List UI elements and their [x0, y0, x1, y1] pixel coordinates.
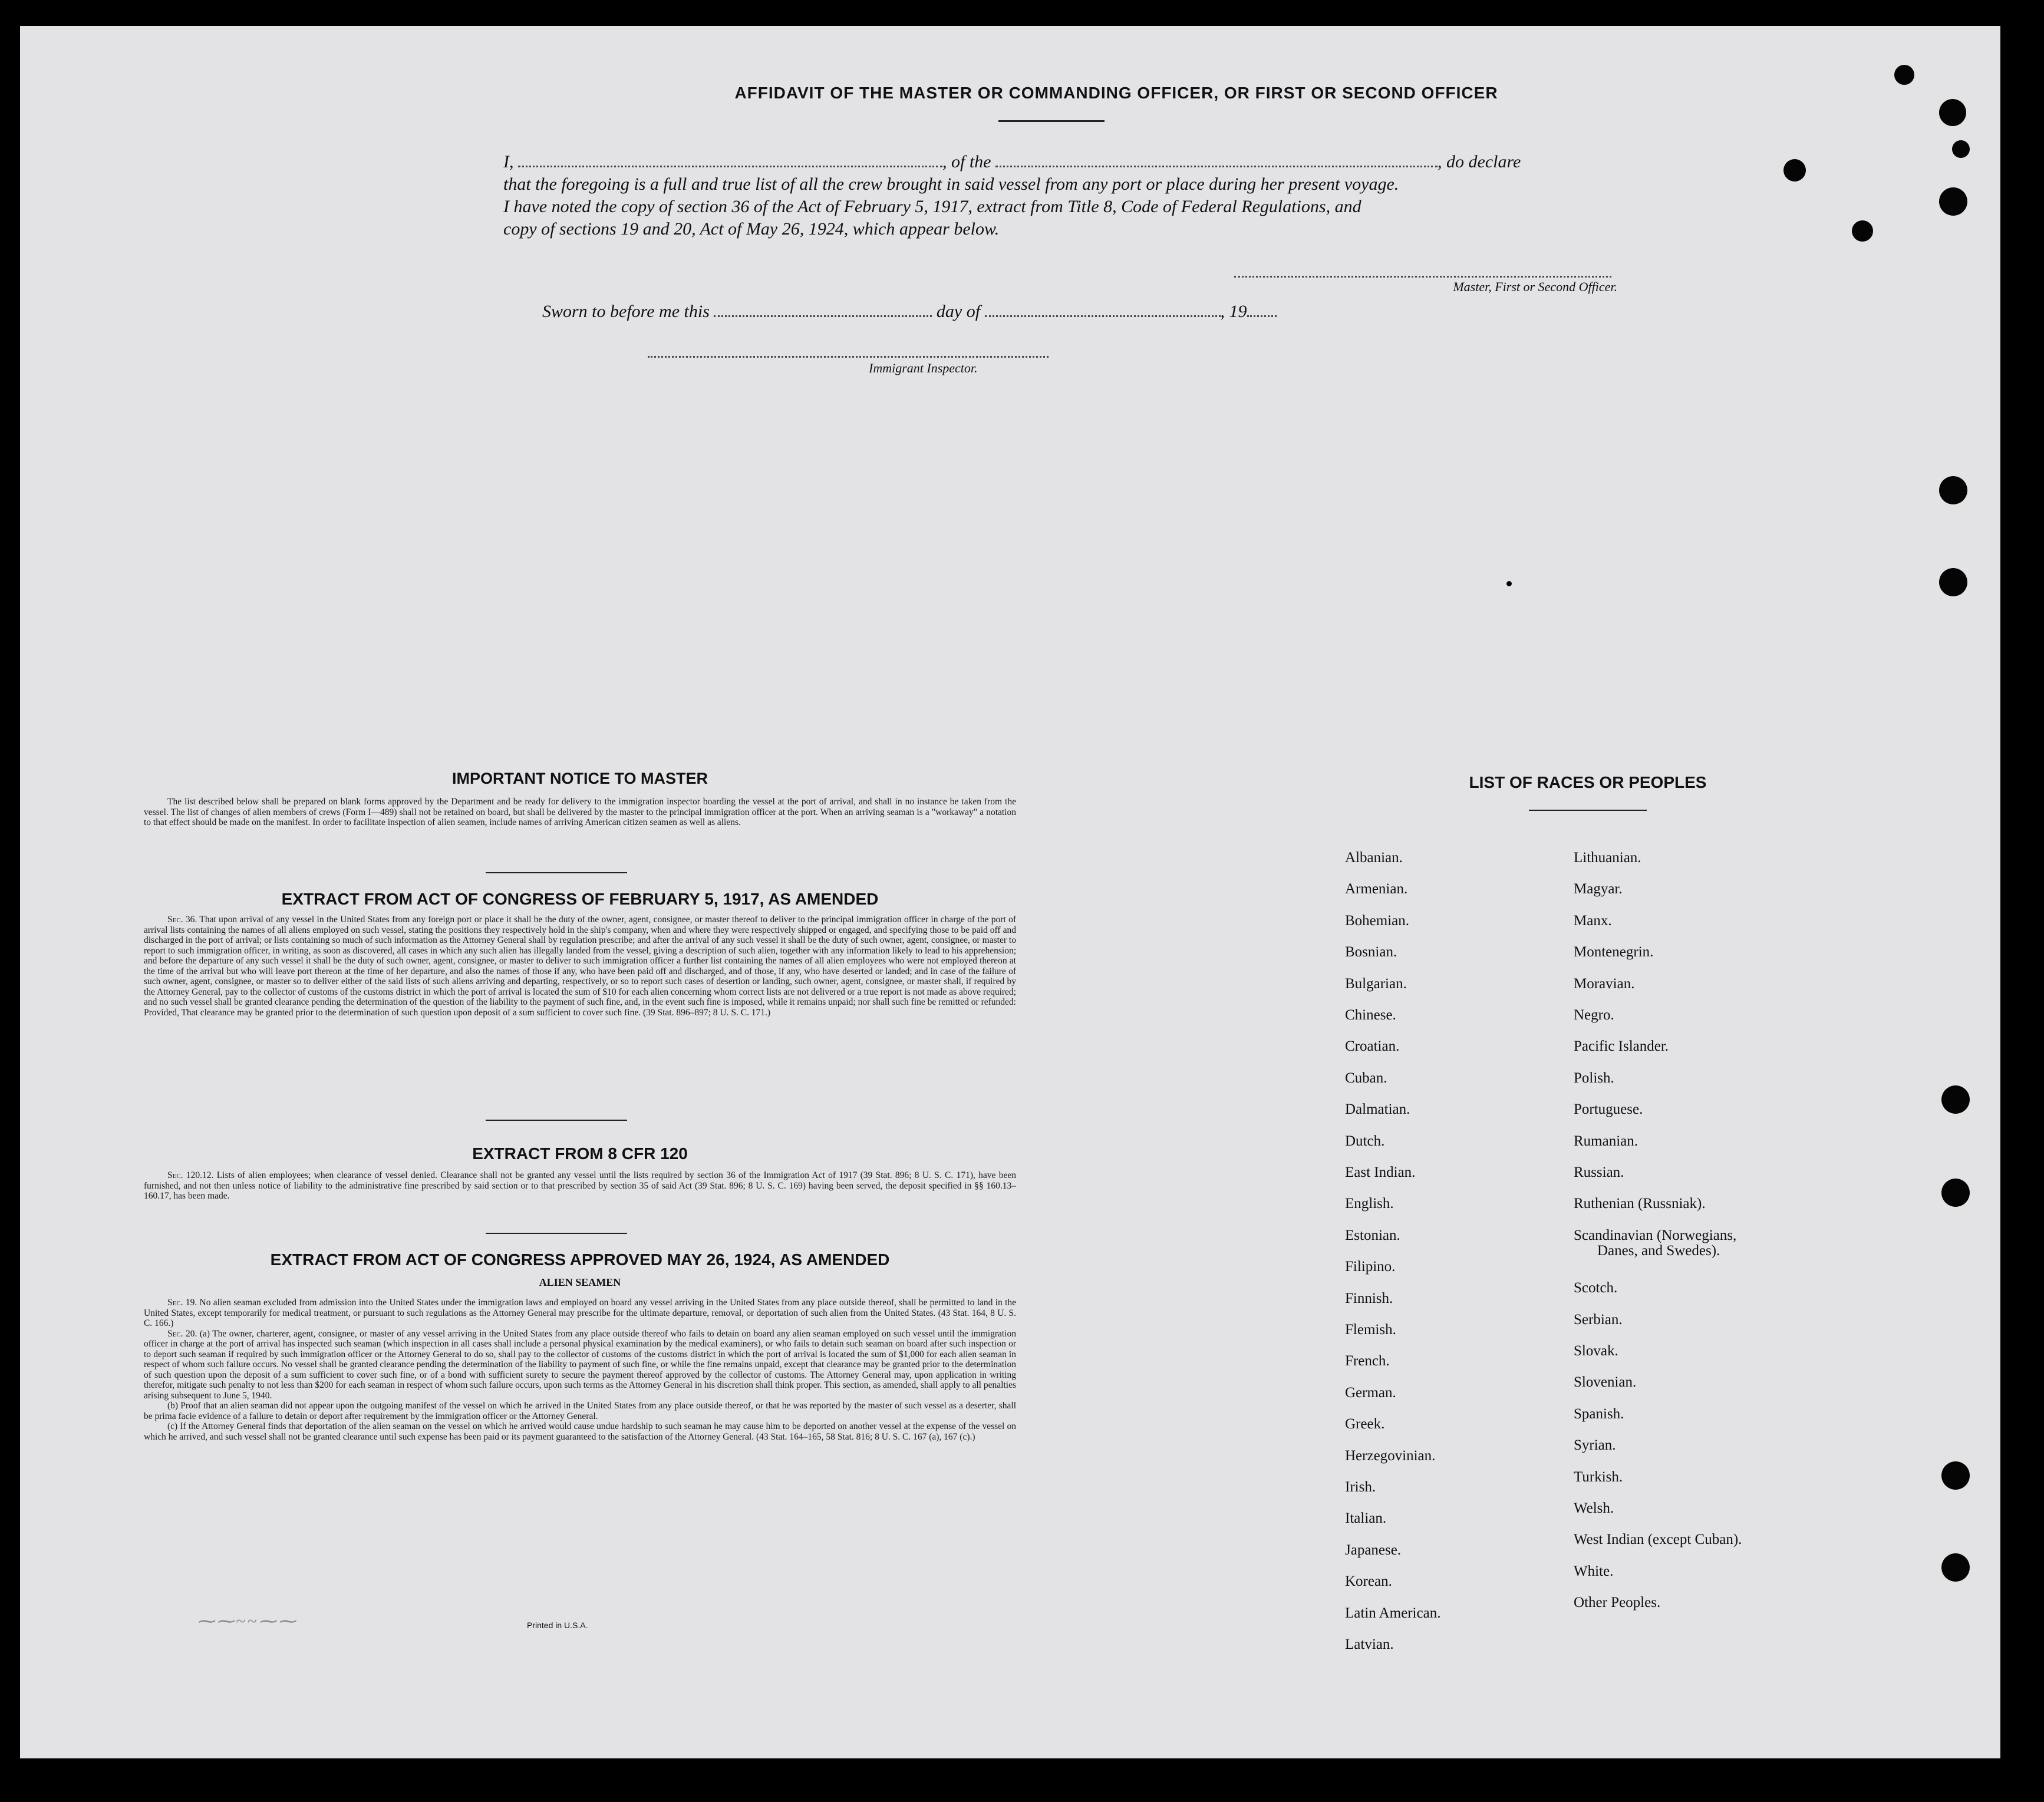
race-item: Rumanian.	[1574, 1133, 1639, 1149]
race-item: Chinese.	[1345, 1007, 1396, 1023]
sec-20b-text: (b) Proof that an alien seaman did not appear upon the outgoing manifest of the vessel on which he arrived in the United States from any place outside thereof, or that he was reported by the master of such vessel as a deserter, shall be prima facie evidence of a failure to detain or deport after requirement by the immigration officer or the Attorney General.	[144, 1401, 1016, 1421]
extract-1924-title: EXTRACT FROM ACT OF CONGRESS APPROVED MAY 26, 1924, AS AMENDED	[270, 1250, 890, 1269]
race-item: Finnish.	[1345, 1291, 1393, 1306]
race-item: Slovenian.	[1574, 1374, 1637, 1390]
punch-hole	[1939, 568, 1967, 596]
race-item: Irish.	[1345, 1479, 1376, 1495]
race-item: White.	[1574, 1563, 1614, 1579]
alien-seamen-subtitle: ALIEN SEAMEN	[539, 1276, 621, 1288]
inspector-caption: Immigrant Inspector.	[869, 361, 978, 375]
affidavit-line-2: that the foregoing is a full and true list of all the crew brought in said vessel from any port or place during her present voyage.	[503, 174, 1399, 194]
sec-36-text: That upon arrival of any vessel in the United States from any foreign port or place it shall be the duty of the owner, agent, consignee, or master thereof to deliver to the principal immigration officer in charge of the port of arrival lists containing the names of all aliens employed on such vessel, stating the positions they respectively hold in the ship's company, when and where they were respectively shipped or engaged, and specifying those to be paid off and discharged in the port of arrival; or lists containing so much of such information as the Attorney General shall by regulation prescribe; and after the arrival of any such vessel it shall be the duty of such owner, agent, consignee, or master to report to such immigration officer, in writing, as soon as discovered, all cases in which any such alien has illegally landed from the vessel, giving a description of such alien, together with any information likely to lead to his apprehension; and before the departure of any such vessel it shall be the duty of such owner, agent, consignee, or master to deliver to such immigration officer a further list containing the names of all alien employees who were not employed thereon at the time of the arrival but who will leave port thereon at the time of her departure, and also the names of those if any, who have been paid off and discharged, and of those, if any, who have deserted or landed; and in case of the failure of such owner, agent, consignee, or master so to deliver either of the said lists of such aliens arriving and departing, respectively, or so to report such cases of desertion or landing, such owner, agent, consignee, or master shall, if required by the Attorney General, pay to the collector of customs of the customs district in which the port of arrival is located the sum of $10 for each alien concerning whom correct lists are not delivered or a true report is not made as above required; and no such vessel shall be granted clearance pending the determination of the question of the liability to the payment of such fine, and, in the event such fine is imposed, while it remains unpaid; nor shall such fine be remitted or refunded: Provided, That clearance may be granted prior to the determination of such question upon deposit of a sum sufficient to cover such fine. (39 Stat. 896–897; 8 U. S. C. 171.)	[144, 915, 1016, 1018]
race-item: Turkish.	[1574, 1469, 1623, 1485]
race-item: French.	[1345, 1353, 1390, 1369]
race-item: Syrian.	[1574, 1437, 1616, 1453]
race-item: Lithuanian.	[1574, 850, 1641, 866]
punch-hole	[1952, 140, 1970, 158]
race-item: Manx.	[1574, 913, 1612, 929]
extract-1917-body	[144, 915, 1016, 1018]
race-item: Armenian.	[1345, 881, 1408, 897]
i-label: I,	[503, 152, 514, 171]
punch-hole	[1939, 187, 1967, 216]
notice-paragraph: The list described below shall be prepared on blank forms approved by the Department and be ready for delivery to the immigration inspector boarding the vessel at the port of arrival, and shall in no instance be taken from the vessel. The list of changes of alien members of crews (Form I—489) shall not be retained on board, but shall be delivered by the master to the principal immigration officer at the port. When an arriving seaman is a "workaway" a notation to that effect should be made on the manifest. In order to facilitate inspection of alien seamen, include names of arriving American citizen seamen as well as aliens.	[144, 797, 1016, 827]
race-item: Dutch.	[1345, 1133, 1385, 1149]
notice-title: IMPORTANT NOTICE TO MASTER	[452, 770, 708, 787]
race-item: German.	[1345, 1385, 1396, 1401]
extract-cfr-title: EXTRACT FROM 8 CFR 120	[472, 1144, 688, 1163]
race-item: Bulgarian.	[1345, 976, 1407, 992]
form-page	[20, 26, 2000, 1758]
sec-120-text: Lists of alien employees; when clearance of vessel denied. Clearance shall not be granted any vessel until the lists required by section 36 of the Immigration Act of 1917 (39 Stat. 896; 8 U. S. C. 171), have been furnished, and not then unless notice of liability to the administrative fine prescribed by said section or to that prescribed by section 35 of said Act (39 Stat. 896; 8 U. S. C. 169) having been served, the deposit specified in §§ 160.13–160.17, has been made.	[144, 1170, 1017, 1201]
sworn-month-blank	[985, 307, 1221, 317]
punch-hole	[1941, 1179, 1970, 1207]
race-item: Dalmatian.	[1345, 1101, 1410, 1117]
affidavit-line-4: copy of sections 19 and 20, Act of May 26, 1924, which appear below.	[503, 219, 1000, 239]
punch-hole	[1894, 65, 1914, 85]
race-item: Herzegovinian.	[1345, 1448, 1436, 1464]
punch-hole	[1941, 1461, 1970, 1490]
race-item: West Indian (except Cuban).	[1574, 1532, 1742, 1547]
sworn-label: Sworn to before me this	[542, 302, 710, 321]
race-item: Scotch.	[1574, 1280, 1618, 1296]
punch-hole	[1941, 1085, 1970, 1114]
master-caption: Master, First or Second Officer.	[1453, 279, 1617, 294]
notice-body	[144, 797, 1016, 828]
races-title: LIST OF RACES OR PEOPLES	[1469, 773, 1707, 791]
divider	[486, 872, 627, 873]
race-item: Ruthenian (Russniak).	[1574, 1196, 1706, 1212]
race-item-continuation: Danes, and Swedes).	[1597, 1243, 1720, 1259]
race-item: Italian.	[1345, 1510, 1387, 1526]
of-the-label: , of the	[942, 152, 991, 171]
title-divider	[998, 120, 1105, 122]
faint-stamp-mark: ⁓⁓~~⁓⁓	[197, 1612, 298, 1631]
races-divider	[1529, 810, 1647, 811]
extract-cfr-body	[144, 1170, 1016, 1202]
sworn-line	[542, 301, 1662, 323]
race-item: Magyar.	[1574, 881, 1623, 897]
inspector-signature-line	[648, 356, 1049, 358]
master-signature-line	[1234, 276, 1611, 278]
affidavit-declare-line	[503, 151, 1623, 173]
race-item: Estonian.	[1345, 1227, 1400, 1243]
sec-20-label: Sec. 20.	[167, 1328, 197, 1339]
sec-19-label: Sec. 19.	[167, 1298, 197, 1308]
punch-hole	[1783, 159, 1806, 181]
race-item: Negro.	[1574, 1007, 1614, 1023]
divider	[486, 1233, 627, 1234]
sec-20c-text: (c) If the Attorney General finds that deportation of the alien seaman on the vessel on which he arrived would cause undue hardship to such seaman he may cause him to be deported on another vessel at the expense of the vessel on which he arrived, and such vessel shall not be granted clearance until such expense has been paid or its payment guaranteed to the satisfaction of the Attorney General. (43 Stat. 164–165, 58 Stat. 816; 8 U. S. C. 167 (a), 167 (c).)	[144, 1421, 1016, 1442]
race-item: Bohemian.	[1345, 913, 1410, 929]
race-item: Albanian.	[1345, 850, 1403, 866]
extract-1924-body	[144, 1298, 1016, 1442]
divider	[486, 1120, 627, 1121]
race-item: East Indian.	[1345, 1164, 1416, 1180]
punch-hole	[1939, 476, 1967, 504]
race-item: Russian.	[1574, 1164, 1624, 1180]
extract-1917-title: EXTRACT FROM ACT OF CONGRESS OF FEBRUARY 5, 1917, AS AMENDED	[281, 890, 879, 908]
race-item: Spanish.	[1574, 1406, 1624, 1422]
punch-hole	[1939, 99, 1966, 126]
affidavit-title: AFFIDAVIT OF THE MASTER OR COMMANDING OFFICER, OR FIRST OR SECOND OFFICER	[734, 84, 1498, 102]
race-item: Other Peoples.	[1574, 1595, 1661, 1610]
race-item: Montenegrin.	[1574, 944, 1654, 960]
name-blank	[518, 157, 942, 167]
sec-120-label: Sec. 120.12.	[167, 1170, 214, 1180]
do-declare-label: , do declare	[1438, 152, 1521, 171]
race-item: Slovak.	[1574, 1343, 1618, 1359]
race-item: Pacific Islander.	[1574, 1038, 1669, 1054]
race-item: Moravian.	[1574, 976, 1635, 992]
day-of-label: day of	[936, 302, 981, 321]
year-blank	[1247, 307, 1277, 317]
race-item: Greek.	[1345, 1416, 1385, 1432]
race-item: Croatian.	[1345, 1038, 1400, 1054]
race-item: English.	[1345, 1196, 1394, 1212]
race-item: Bosnian.	[1345, 944, 1397, 960]
race-item: Cuban.	[1345, 1070, 1387, 1086]
race-item: Polish.	[1574, 1070, 1614, 1086]
sworn-day-blank	[714, 307, 932, 317]
race-item: Welsh.	[1574, 1500, 1614, 1516]
ink-dot	[1506, 581, 1512, 586]
sec-19-text: No alien seaman excluded from admission into the United States under the immigration laws and employed on board any vessel arriving in the United States from any place outside thereof, shall be permitted to land in the United States, except temporarily for medical treatment, or pursuant to such regulations as the Attorney General may prescribe for the ultimate departure, removal, or deportation of such alien from the United States. (43 Stat. 164, 8 U. S. C. 166.)	[144, 1298, 1017, 1328]
printed-in-usa: Printed in U.S.A.	[527, 1621, 588, 1630]
punch-hole	[1852, 220, 1873, 242]
race-item: Latin American.	[1345, 1605, 1441, 1621]
sec-20a-text: (a) The owner, charterer, agent, consignee, or master of any vessel arriving in the United States from any place outside thereof who fails to detain on board any alien seaman employed on such vessel until the immigration officer in charge at the port of arrival has inspected such seaman (which inspection in all cases shall include a personal physical examination by the medical examiners), or who fails to detain such seaman on board after such inspection or to deport such seaman if required by such immigration officer or the Attorney General to do so, shall pay to the collector of customs of the customs district in which the port of arrival is located the sum of $1,000 for each alien seaman in respect of whom such failure occurs. No vessel shall be granted clearance pending the determination of the liability to payment of such fine, or while the fine remains unpaid, except that clearance may be granted prior to the determination of such question upon the deposit of a sum sufficient to cover such fine, or of a bond with sufficient surety to secure the payment thereof approved by the collector of customs. The Attorney General may, upon application in writing therefor, mitigate such penalty to not less than $200 for each seaman in respect of whom such failure occurs, upon such terms as the Attorney General in his discretion shall think proper. This section, as amended, shall apply to all penalties arising subsequent to June 5, 1940.	[144, 1328, 1016, 1401]
race-item: Serbian.	[1574, 1312, 1623, 1328]
sec-36-label: Sec. 36.	[167, 915, 197, 925]
punch-hole	[1941, 1553, 1970, 1582]
year-label: , 19	[1220, 302, 1247, 321]
vessel-blank	[995, 157, 1438, 167]
race-item: Korean.	[1345, 1573, 1392, 1589]
race-item: Scandinavian (Norwegians,	[1574, 1227, 1737, 1243]
race-item: Latvian.	[1345, 1636, 1394, 1652]
race-item: Japanese.	[1345, 1542, 1402, 1558]
race-item: Portuguese.	[1574, 1101, 1643, 1117]
race-item: Flemish.	[1345, 1322, 1396, 1338]
affidavit-line-3: I have noted the copy of section 36 of the Act of February 5, 1917, extract from Title 8, Code of Federal Regulations, and	[503, 197, 1361, 216]
race-item: Filipino.	[1345, 1259, 1396, 1275]
